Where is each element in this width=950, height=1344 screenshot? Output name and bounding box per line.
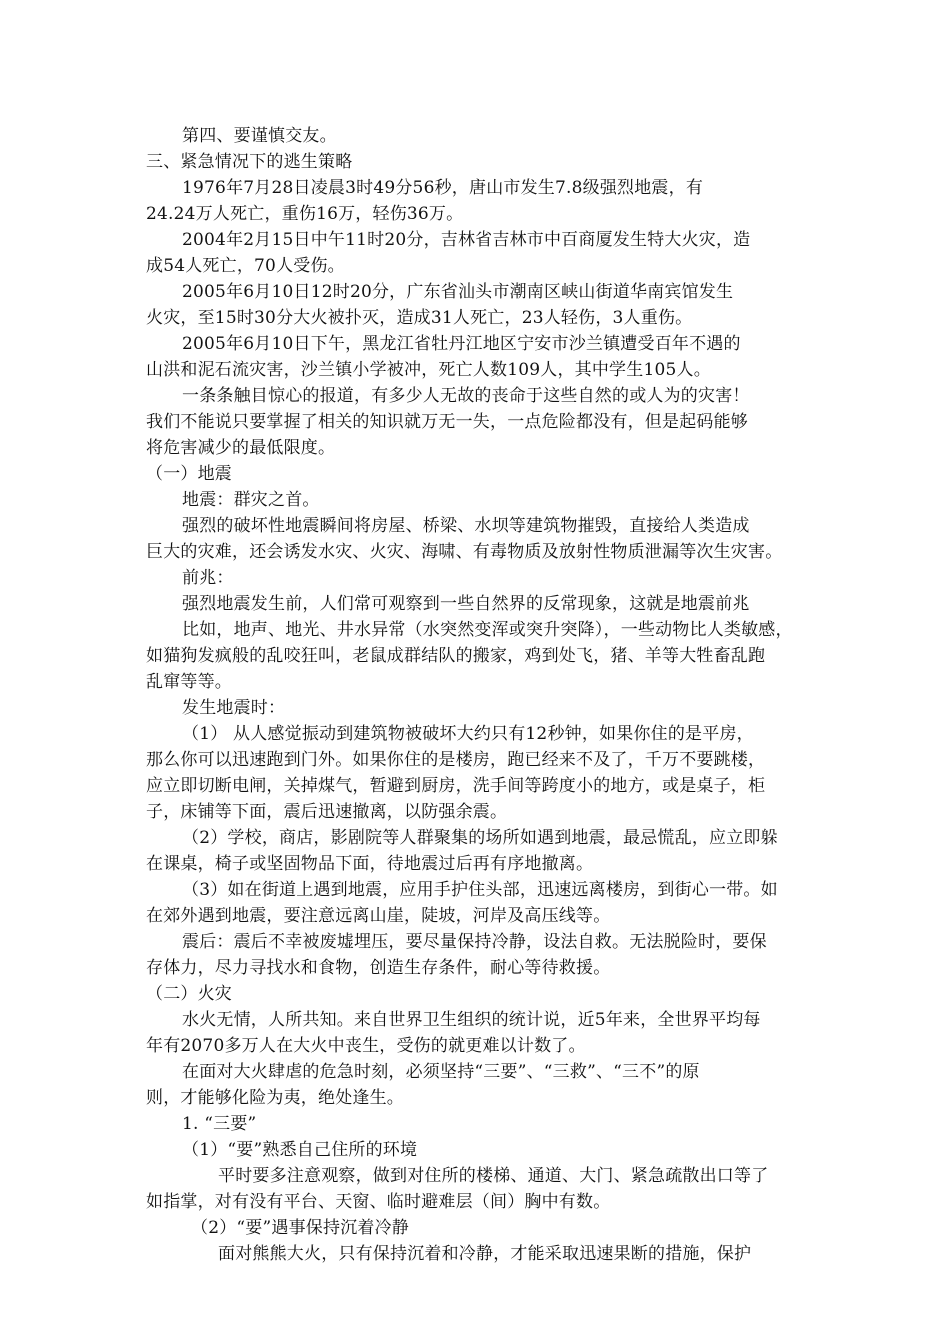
paragraph-line: 2005年6月10日下午，黑龙江省牡丹江地区宁安市沙兰镇遭受百年不遇的: [182, 334, 741, 354]
paragraph-line: 年有2070多万人在大火中丧生，受伤的就更难以计数了。: [146, 1036, 586, 1056]
paragraph-line: 强烈地震发生前，人们常可观察到一些自然界的反常现象，这就是地震前兆: [182, 594, 750, 614]
paragraph-line: 平时要多注意观察，做到对住所的楼梯、通道、大门、紧急疏散出口等了: [218, 1166, 769, 1186]
paragraph-line: 那么你可以迅速跑到门外。如果你住的是楼房，跑已经来不及了，千万不要跳楼，: [146, 750, 766, 770]
paragraph-line: 地震：群灾之首。: [182, 490, 320, 510]
paragraph-line: 发生地震时：: [182, 698, 286, 718]
paragraph-line: 前兆：: [182, 568, 234, 588]
list-heading: 1. “三要”: [182, 1114, 257, 1134]
paragraph-line: 则，才能够化险为夷，绝处逢生。: [146, 1088, 404, 1108]
paragraph-line: 强烈的破坏性地震瞬间将房屋、桥梁、水坝等建筑物摧毁，直接给人类造成: [182, 516, 750, 536]
paragraph-line: 乱窜等等。: [146, 672, 232, 692]
list-heading: （2）“要”遇事保持沉着冷静: [191, 1218, 409, 1238]
paragraph-line: 存体力，尽力寻找水和食物，创造生存条件，耐心等待救援。: [146, 958, 611, 978]
paragraph-line: 面对熊熊大火，只有保持沉着和冷静，才能采取迅速果断的措施，保护: [218, 1244, 752, 1264]
paragraph-line: 巨大的灾难，还会诱发水灾、火灾、海啸、有毒物质及放射性物质泄漏等次生灾害。: [146, 542, 783, 562]
paragraph-line: 如猫狗发疯般的乱咬狂叫，老鼠成群结队的搬家，鸡到处飞，猪、羊等大牲畜乱跑: [146, 646, 766, 666]
paragraph-line: 将危害减少的最低限度。: [146, 438, 336, 458]
paragraph-line: 如指掌，对有没有平台、天窗、临时避难层（间）胸中有数。: [146, 1192, 611, 1212]
paragraph-line: 火灾，至15时30分大火被扑灭，造成31人死亡，23人轻伤，3人重伤。: [146, 308, 693, 328]
paragraph-line: （2）学校，商店，影剧院等人群聚集的场所如遇到地震，最忌慌乱，应立即躲: [182, 828, 778, 848]
section-heading: 三、紧急情况下的逃生策略: [146, 152, 353, 172]
subsection-heading: （一）地震: [146, 464, 232, 484]
paragraph-line: 第四、要谨慎交友。: [182, 126, 337, 146]
paragraph-line: （1） 从人感觉振动到建筑物被破坏大约只有12秒钟，如果你住的是平房，: [182, 724, 754, 744]
paragraph-line: 2004年2月15日中午11时20分，吉林省吉林市中百商厦发生特大火灾，造: [182, 230, 751, 250]
list-heading: （1）“要”熟悉自己住所的环境: [182, 1140, 418, 1160]
paragraph-line: 在课桌，椅子或坚固物品下面，待地震过后再有序地撤离。: [146, 854, 594, 874]
paragraph-line: 成54人死亡，70人受伤。: [146, 256, 345, 276]
paragraph-line: 一条条触目惊心的报道，有多少人无故的丧命于这些自然的或人为的灾害！: [182, 386, 750, 406]
paragraph-line: 比如，地声、地光、井水异常（水突然变浑或突升突降），一些动物比人类敏感，: [182, 620, 793, 640]
paragraph-line: 震后：震后不幸被废墟埋压，要尽量保持冷静，设法自救。无法脱险时，要保: [182, 932, 767, 952]
paragraph-line: 我们不能说只要掌握了相关的知识就万无一失，一点危险都没有，但是起码能够: [146, 412, 748, 432]
paragraph-line: 24.24万人死亡，重伤16万，轻伤36万。: [146, 204, 464, 224]
paragraph-line: 2005年6月10日12时20分，广东省汕头市潮南区峡山街道华南宾馆发生: [182, 282, 734, 302]
subsection-heading: （二）火灾: [146, 984, 232, 1004]
paragraph-line: 水火无情，人所共知。来自世界卫生组织的统计说，近5年来，全世界平均每: [182, 1010, 761, 1030]
paragraph-line: （3）如在街道上遇到地震，应用手护住头部，迅速远离楼房，到街心一带。如: [182, 880, 778, 900]
paragraph-line: 应立即切断电闸，关掉煤气，暂避到厨房，洗手间等跨度小的地方，或是桌子，柜: [146, 776, 766, 796]
paragraph-line: 在面对大火肆虐的危急时刻，必须坚持“三要”、“三救”、“三不”的原: [182, 1062, 700, 1082]
paragraph-line: 山洪和泥石流灾害，沙兰镇小学被冲，死亡人数109人，其中学生105人。: [146, 360, 711, 380]
paragraph-line: 子，床铺等下面，震后迅速撤离，以防强余震。: [146, 802, 508, 822]
paragraph-line: 1976年7月28日凌晨3时49分56秒，唐山市发生7.8级强烈地震，有: [182, 178, 704, 198]
paragraph-line: 在郊外遇到地震，要注意远离山崖，陡坡，河岸及高压线等。: [146, 906, 611, 926]
